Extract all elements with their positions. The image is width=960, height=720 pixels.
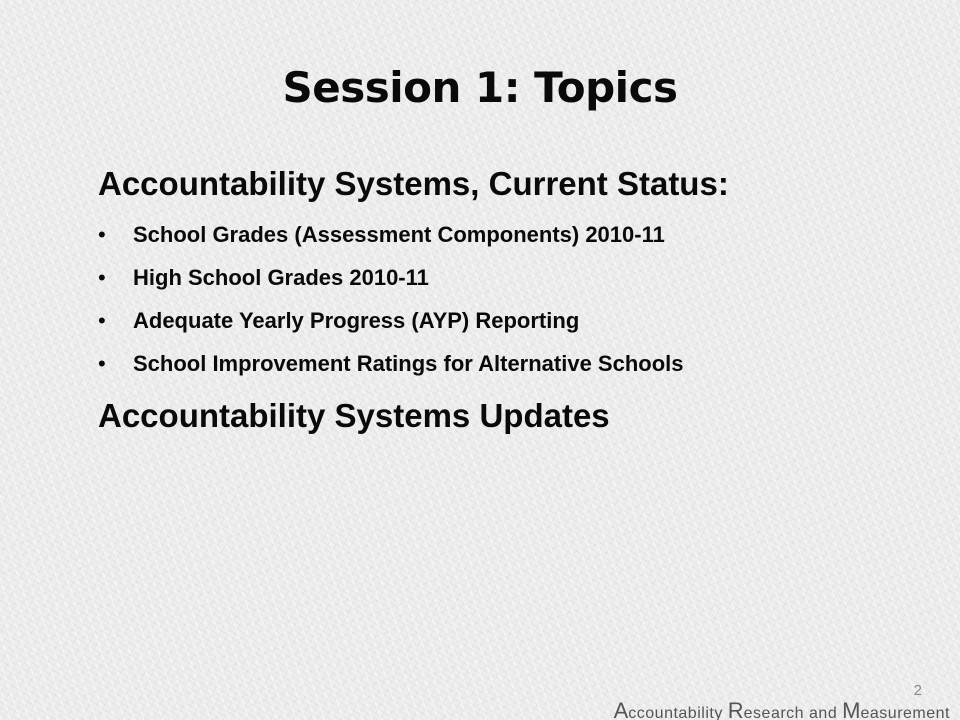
bullet-text: Adequate Yearly Progress (AYP) Reporting	[133, 308, 580, 333]
footer-initial-m: M	[842, 698, 861, 720]
bullet-icon: •	[98, 265, 106, 290]
page-number: 2	[913, 682, 922, 699]
list-item	[98, 220, 918, 250]
footer-word-rest-1: ccountability	[628, 705, 728, 720]
bullet-text: High School Grades 2010-11	[133, 265, 429, 290]
section-heading-updates: Accountability Systems Updates	[98, 397, 610, 434]
slide-title: Session 1: Topics	[282, 63, 678, 112]
footer-initial-r: R	[727, 698, 744, 720]
bullet-list	[98, 220, 918, 379]
list-item	[98, 349, 918, 379]
bullet-text: School Improvement Ratings for Alternative Schools	[133, 351, 684, 376]
footer-organization-name	[614, 698, 950, 720]
footer-word-rest-3: easurement	[860, 705, 950, 720]
bullet-icon: •	[98, 351, 106, 376]
list-item	[98, 306, 918, 336]
footer-initial-a: A	[613, 698, 629, 720]
bullet-text: School Grades (Assessment Components) 2010-11	[133, 222, 665, 247]
section-heading-current-status: Accountability Systems, Current Status:	[98, 165, 729, 202]
bullet-icon: •	[98, 222, 106, 247]
slide-content	[98, 160, 918, 440]
list-item	[98, 263, 918, 293]
footer-word-rest-2: esearch and	[743, 705, 843, 720]
bullet-icon: •	[98, 308, 106, 333]
